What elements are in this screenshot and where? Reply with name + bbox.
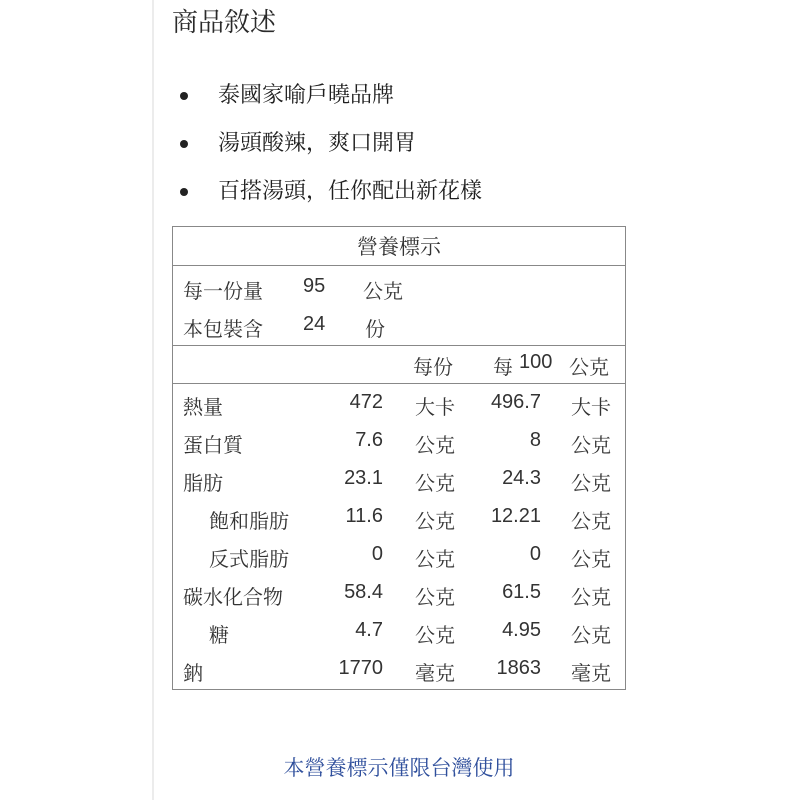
per-100g-value: 24.3 (502, 467, 541, 489)
per-serving-value: 7.6 (355, 429, 383, 451)
nutrient-name: 蛋白質 (183, 433, 243, 457)
per-serving-value: 472 (349, 391, 383, 413)
per-serving-value: 4.7 (355, 619, 383, 641)
label-footnote: 本營養標示僅限台灣使用 (283, 756, 515, 780)
per-serving-unit: 毫克 (415, 661, 455, 685)
servings-label: 本包裝含 (183, 317, 263, 341)
per-100g-unit: 公克 (571, 585, 611, 609)
feature-item: 湯頭酸辣，爽口開胃 (172, 126, 482, 174)
per-100g-unit: 公克 (571, 509, 611, 533)
per-100g-value: 8 (529, 429, 541, 451)
per-100g-value: 1863 (496, 657, 541, 679)
nutrition-label (172, 226, 626, 690)
serving-size-unit: 公克 (363, 279, 403, 303)
per-100g-unit: 毫克 (571, 661, 611, 685)
per-100g-unit: 大卡 (571, 395, 611, 419)
col-per-100-value: 100 (519, 351, 553, 373)
per-serving-value: 23.1 (344, 467, 383, 489)
feature-item: 泰國家喻戶曉品牌 (172, 78, 482, 126)
nutrient-name: 碳水化合物 (183, 585, 283, 609)
per-serving-value: 0 (371, 543, 383, 565)
nutrient-name: 反式脂肪 (209, 547, 289, 571)
per-100g-unit: 公克 (571, 471, 611, 495)
servings-value: 24 (303, 313, 326, 335)
col-per-100-unit: 公克 (569, 355, 609, 379)
per-serving-unit: 公克 (415, 509, 455, 533)
per-serving-value: 1770 (338, 657, 383, 679)
section-title: 商品敘述 (172, 8, 277, 38)
nutrient-name: 糖 (209, 623, 229, 647)
nutrient-name: 脂肪 (183, 471, 223, 495)
divider (173, 383, 625, 384)
feature-list (172, 78, 482, 222)
content-left-border (152, 0, 154, 800)
per-100g-unit: 公克 (571, 623, 611, 647)
per-100g-value: 0 (529, 543, 541, 565)
serving-size-label: 每一份量 (183, 279, 263, 303)
servings-unit: 份 (365, 317, 385, 341)
per-100g-value: 496.7 (490, 391, 541, 413)
col-per-100-prefix: 每 (493, 355, 513, 379)
per-100g-unit: 公克 (571, 433, 611, 457)
divider (173, 265, 625, 266)
nutrition-title: 營養標示 (357, 235, 441, 259)
per-serving-value: 11.6 (345, 505, 383, 527)
per-serving-unit: 大卡 (415, 395, 455, 419)
per-serving-unit: 公克 (415, 471, 455, 495)
per-100g-unit: 公克 (571, 547, 611, 571)
nutrient-name: 飽和脂肪 (209, 509, 289, 533)
per-serving-unit: 公克 (415, 623, 455, 647)
divider (173, 345, 625, 346)
nutrient-name: 熱量 (183, 395, 223, 419)
per-serving-unit: 公克 (415, 585, 455, 609)
per-serving-unit: 公克 (415, 433, 455, 457)
per-100g-value: 4.95 (502, 619, 541, 641)
per-serving-unit: 公克 (415, 547, 455, 571)
per-100g-value: 61.5 (502, 581, 541, 603)
col-per-serving: 每份 (413, 355, 453, 379)
per-serving-value: 58.4 (344, 581, 383, 603)
per-100g-value: 12.21 (490, 505, 541, 527)
serving-size-value: 95 (303, 275, 326, 297)
nutrient-name: 鈉 (183, 661, 203, 685)
feature-item: 百搭湯頭，任你配出新花樣 (172, 174, 482, 222)
